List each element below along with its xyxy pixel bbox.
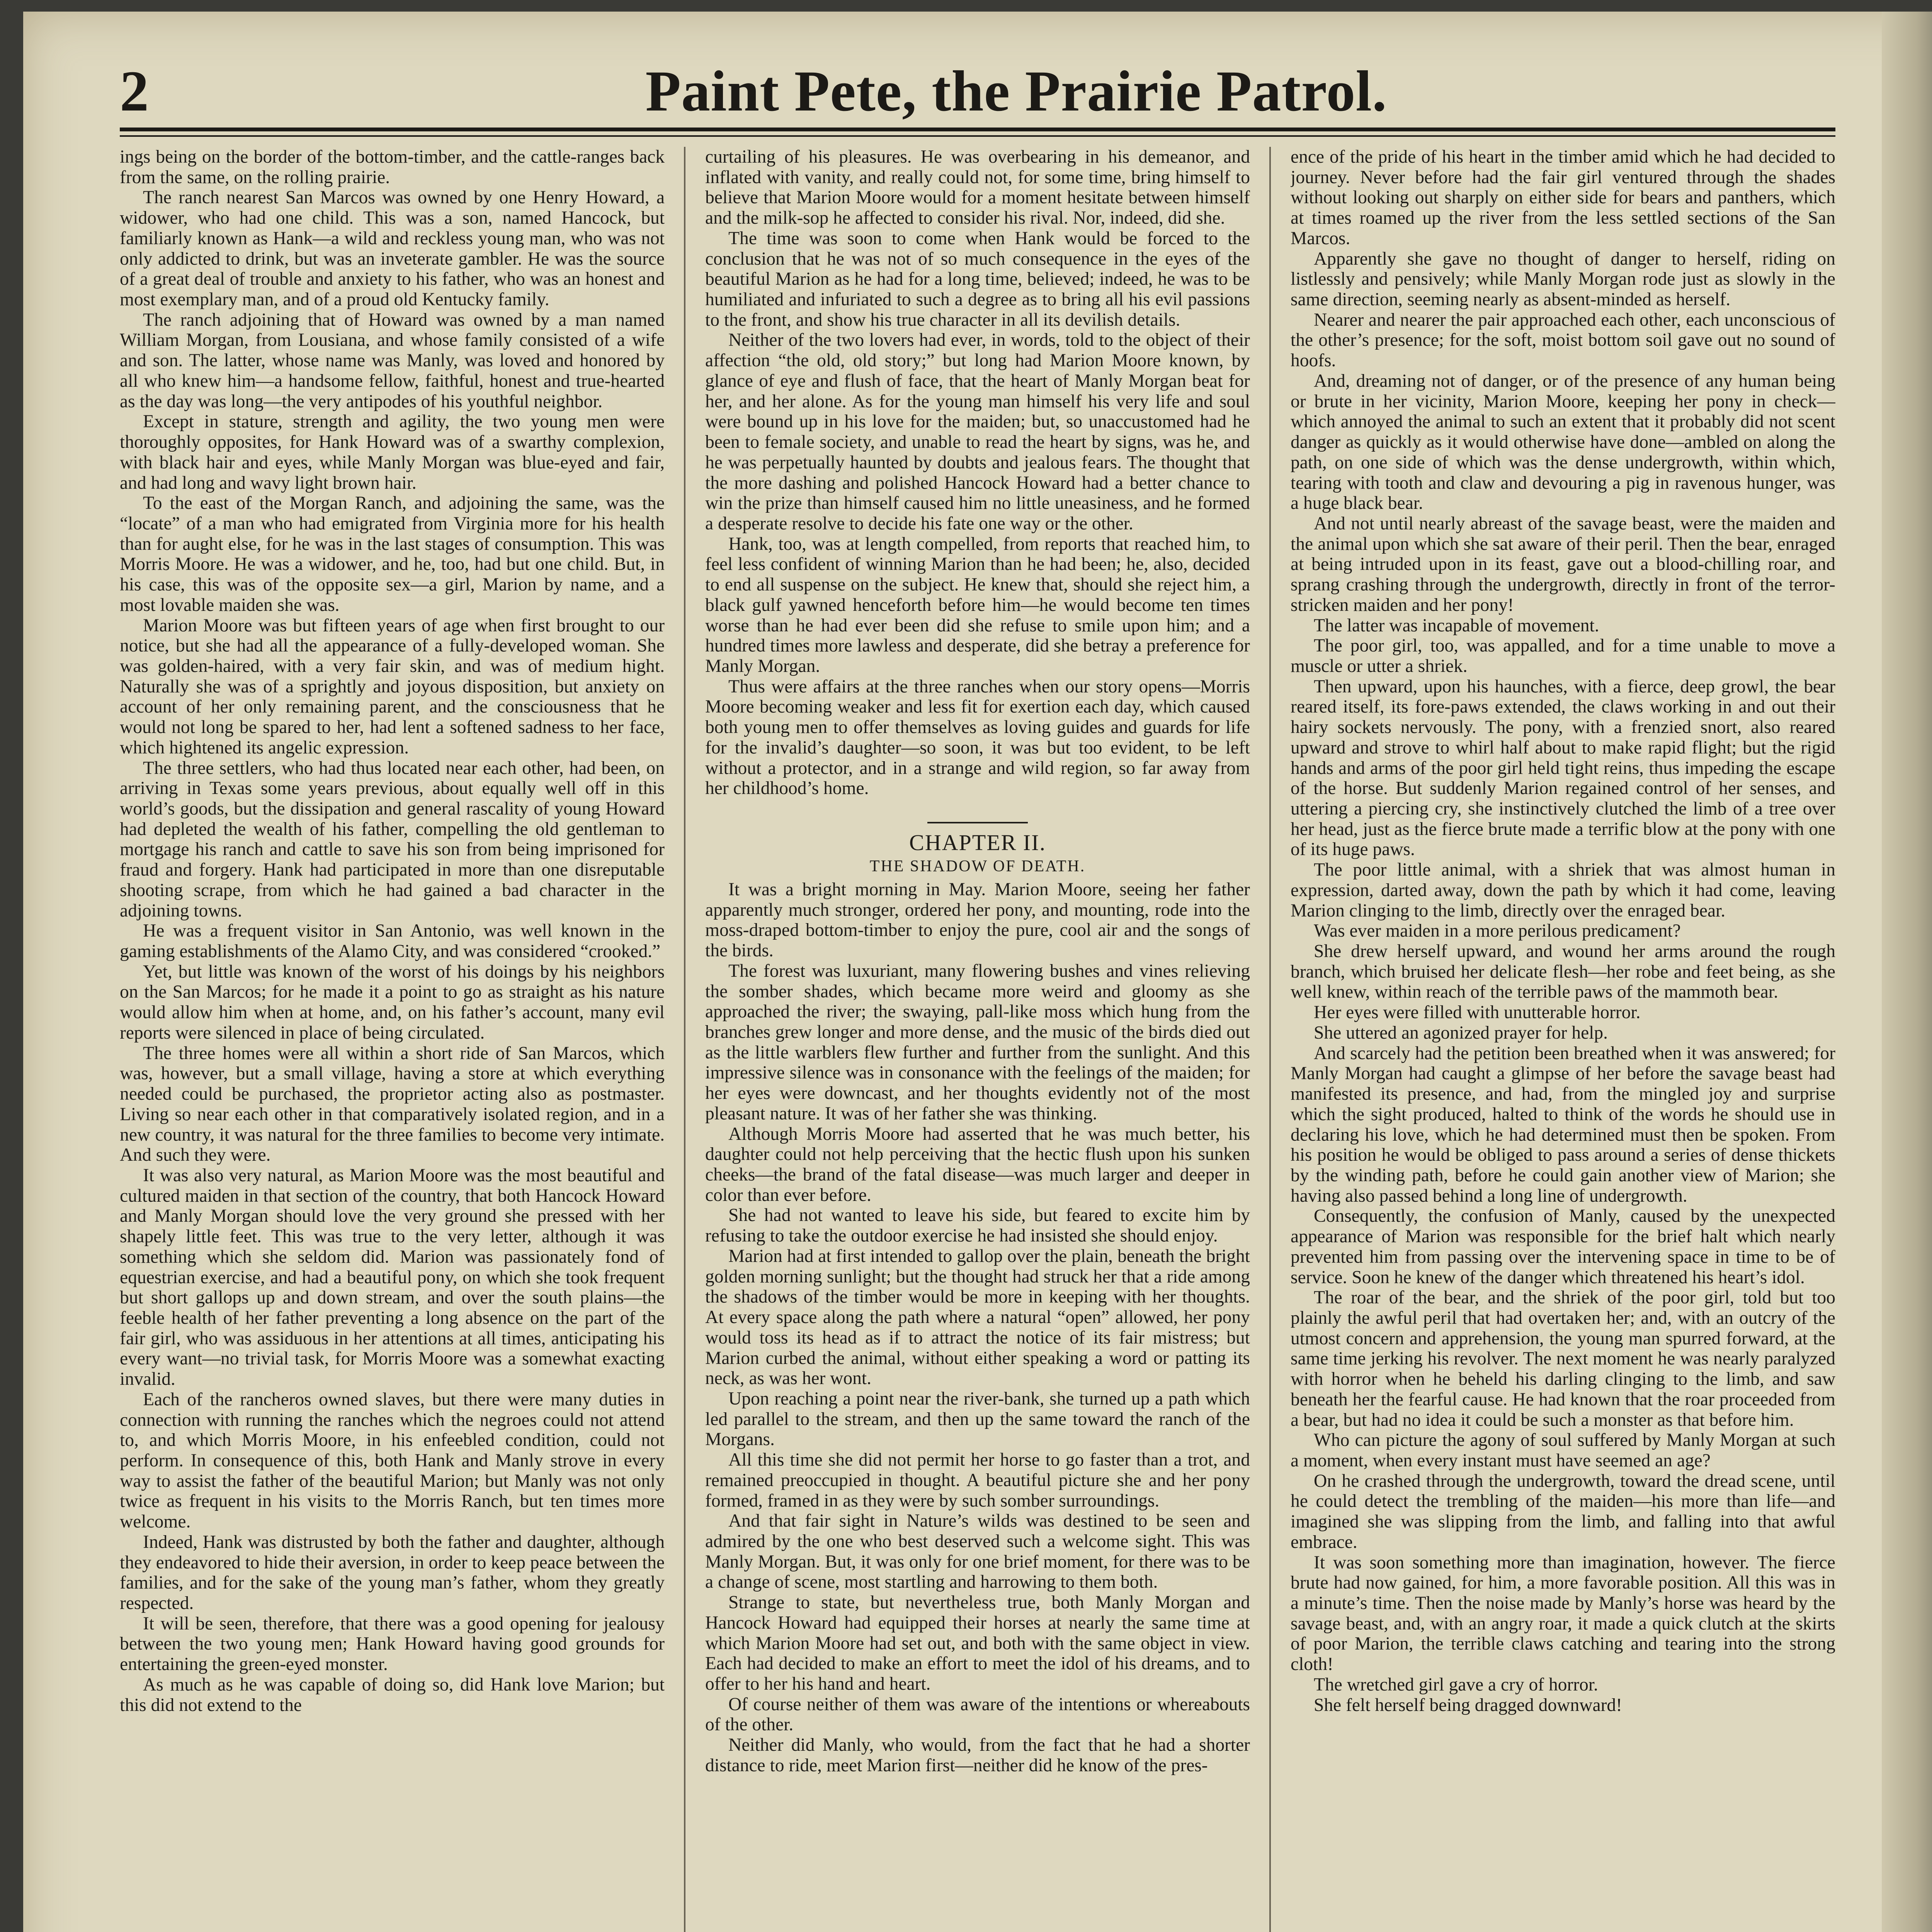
paragraph: It was soon something more than imagination, however. The fierce brute had now gained, for him, a more favorable position. All this was in a minute’s time. Then the noise made by Manly’s horse was heard by the savage beast, and, with an angry roar, it made a quick clutch at the skirts of poor Marion, the terrible claws catching and tearing into the strong cloth! <box>1291 1552 1835 1675</box>
paragraph: Neither of the two lovers had ever, in words, told to the object of their affection “the old, old story;” but long had Marion Moore known, by glance of eye and flush of face, that the heart of Manly Morgan beat for her, and her alone. As for the young man himself his very life and soul were bound up in his love for the maiden; but, so unaccustomed had he been to female society, and unable to read the heart by signs, was he, and he was perpetually haunted by doubts and jealous fears. The thought that the more dashing and polished Hancock Howard had a better chance to win the prize than himself caused him no little uneasiness, and he formed a desperate resolve to decide his fate one way or the other. <box>705 330 1250 534</box>
paragraph: She had not wanted to leave his side, but feared to excite him by refusing to take the outdoor exercise he had insisted she should enjoy. <box>705 1205 1250 1246</box>
page-edge <box>1882 12 1932 1932</box>
running-title: Paint Pete, the Prairie Patrol. <box>645 59 1387 123</box>
paragraph: The ranch nearest San Marcos was owned by one Henry Howard, a widower, who had one child. This was a son, named Hancock, but familiarly known as Hank—a wild and reckless young man, who was not only addicted to drink, but was an inveterate gambler. He was the source of a great deal of trouble and anxiety to his father, who was an honest and most exemplary man, and of a proud old Kentucky family. <box>120 187 665 310</box>
paragraph: And scarcely had the petition been breathed when it was answered; for Manly Morgan had caught a glimpse of her before the savage beast had manifested its presence, and had, from the mingled joy and surprise which the sight produced, halted to think of the words he should use in declaring his love, which he had determined must then be spoken. From his position he would be obliged to pass around a series of dense thickets by the winding path, before he could gain another view of Marion; she having also passed behind a long line of undergrowth. <box>1291 1043 1835 1206</box>
header-rule-thin <box>120 135 1835 137</box>
paragraph: All this time she did not permit her horse to go faster than a trot, and remained preoccupied in thought. A beautiful picture she and her pony formed, framed in as they were by such somber surroundings. <box>705 1450 1250 1511</box>
paragraph: And not until nearly abreast of the savage beast, were the maiden and the animal upon which she sat aware of their peril. Then the bear, enraged at being intruded upon in its feast, gave out a blood-chilling roar, and sprang crashing through the undergrowth, directly in front of the terror-stricken maiden and her pony! <box>1291 513 1835 615</box>
paragraph: It was also very natural, as Marion Moore was the most beautiful and cultured maiden in that section of the country, that both Hancock Howard and Manly Morgan should love the very ground she pressed with her shapely little feet. This was true to the very letter, although it was something which she seldom did. Marion was passionately fond of equestrian exercise, and had a beautiful pony, on which she took frequent but short gallops up and down stream, and over the south plains—the feeble health of her father preventing a long absence on the part of the fair girl, who was assiduous in her attentions at all times, anticipating his every want—no trivial task, for Morris Moore was a somewhat exacting invalid. <box>120 1165 665 1389</box>
paragraph: And, dreaming not of danger, or of the presence of any human being or brute in her vicinity, Marion Moore, keeping her pony in check—which annoyed the animal to such an extent that it probably did not scent danger as quickly as it would otherwise have done—ambled on along the path, on one side of which was the dense undergrowth, within which, tearing with tooth and claw and devouring a pig in ravenous hunger, was a huge black bear. <box>1291 371 1835 514</box>
paragraph: It will be seen, therefore, that there was a good opening for jealousy between the two young men; Hank Howard having good grounds for entertaining the green-eyed monster. <box>120 1613 665 1675</box>
column-separator <box>684 147 685 1932</box>
chapter-heading <box>705 822 1250 876</box>
paragraph: The poor girl, too, was appalled, and for a time unable to move a muscle or utter a shriek. <box>1291 636 1835 676</box>
paragraph: Hank, too, was at length compelled, from reports that reached him, to feel less confident of winning Marion than he had been; he, also, decided to end all suspense on the subject. He knew that, should she reject him, a black gulf yawned henceforth before him—he would become ten times worse than he had ever been did she refuse to smile upon him; and a hundred times more lawless and desperate, did she betray a preference for Manly Morgan. <box>705 534 1250 676</box>
paragraph: Nearer and nearer the pair approached each other, each unconscious of the other’s presence; for the soft, moist bottom soil gave out no sound of hoofs. <box>1291 310 1835 371</box>
paragraph: Marion had at first intended to gallop over the plain, beneath the bright golden morning sunlight; but the thought had struck her that a ride among the shadows of the timber would be more in keeping with her thoughts. At every space along the path where a natural “open” allowed, her pony would toss its head as if to attract the notice of its fair mistress; but Marion curbed the animal, without either speaking a word or patting its neck, as was her wont. <box>705 1246 1250 1389</box>
paragraph: And that fair sight in Nature’s wilds was destined to be seen and admired by the one who best deserved such a welcome sight. This was Manly Morgan. But, it was only for one brief moment, for there was to be a change of scene, most startling and harrowing to them both. <box>705 1511 1250 1592</box>
paragraph: To the east of the Morgan Ranch, and adjoining the same, was the “locate” of a man who had emigrated from Virginia more for his health than for aught else, for he was in the last stages of consumption. This was Morris Moore. He was a widower, and he, too, had but one child. But, in his case, this was of the opposite sex—a girl, Marion by name, and a most lovable maiden she was. <box>120 493 665 615</box>
chapter-number: CHAPTER II. <box>909 830 1046 855</box>
column-2 <box>705 147 1250 1932</box>
page-header <box>120 50 1835 128</box>
paragraph: curtailing of his pleasures. He was overbearing in his demeanor, and inflated with vanity, and really could not, for some time, bring himself to believe that Marion Moore would for a moment hesitate between himself and the milk-sop he affected to consider his rival. Nor, indeed, did she. <box>705 147 1250 228</box>
paragraph: It was a bright morning in May. Marion Moore, seeing her father apparently much stronger, ordered her pony, and mounting, rode into the moss-draped bottom-timber to enjoy the pure, cool air and the songs of the birds. <box>705 879 1250 961</box>
paragraph: Strange to state, but nevertheless true, both Manly Morgan and Hancock Howard had equipped their horses at nearly the same time at which Marion Moore had set out, and both with the same object in view. Each had decided to make an effort to meet the idol of his dreams, and to offer to her his hand and heart. <box>705 1592 1250 1694</box>
paragraph: Indeed, Hank was distrusted by both the father and daughter, although they endeavored to hide their aversion, in order to keep peace between the families, and for the sake of the young man’s father, whom they greatly respected. <box>120 1532 665 1614</box>
paragraph: Her eyes were filled with unutterable horror. <box>1314 1002 1641 1023</box>
page-number: 2 <box>120 59 149 123</box>
paragraph: The time was soon to come when Hank would be forced to the conclusion that he was not of so much consequence in the eyes of the beautiful Marion as he had for a long time, believed; indeed, he was to be humiliated and infuriated to such a degree as to bring all his evil passions to the front, and show his true character in all its devilish details. <box>705 228 1250 330</box>
paragraph: As much as he was capable of doing so, did Hank love Marion; but this did not extend to the <box>120 1674 665 1715</box>
paragraph: Upon reaching a point near the river-bank, she turned up a path which led parallel to the stream, and then up the same toward the ranch of the Morgans. <box>705 1388 1250 1450</box>
column-2-top <box>705 147 1250 799</box>
paragraph: The poor little animal, with a shriek that was almost human in expression, darted away, down the path by which it had come, leaving Marion clinging to the limb, directly over the enraged bear. <box>1291 860 1835 921</box>
text-columns <box>120 147 1835 1932</box>
paragraph: The three settlers, who had thus located near each other, had been, on arriving in Texas some years previous, about equally well off in this world’s goods, but the dissipation and general rascality of young Howard had depleted the wealth of his father, compelling the old gentleman to mortgage his ranch and cattle to save his son from being imprisoned for fraud and forgery. Hank had participated in more than one disreputable shooting scrape, from which he had gained a bad character in the adjoining towns. <box>120 758 665 921</box>
paragraph: The forest was luxuriant, many flowering bushes and vines relieving the somber shades, which became more weird and gloomy as she approached the river; the swaying, pall-like moss which hung from the branches grew longer and more dense, and the music of the birds died out as the little warblers flew further and further from the sunlight. And this impressive silence was in consonance with the feelings of the maiden; for her eyes were downcast, and her thoughts evidently not of the most pleasant nature. It was of her father she was thinking. <box>705 961 1250 1124</box>
paragraph: Of course neither of them was aware of the intentions or whereabouts of the other. <box>705 1694 1250 1735</box>
paragraph: Marion Moore was but fifteen years of age when first brought to our notice, but she had all the appearance of a fully-developed woman. She was golden-haired, with a very fair skin, and was of medium hight. Naturally she was of a sprightly and joyous disposition, but anxiety on account of her only remaining parent, and the consciousness that he would not long be spared to her, had lent a softened sadness to her face, which hightened its angelic expression. <box>120 615 665 758</box>
paragraph: Although Morris Moore had asserted that he was much better, his daughter could not help perceiving that the hectic flush upon his sunken cheeks—the brand of the fatal disease—was much larger and deeper in color than ever before. <box>705 1124 1250 1205</box>
paragraph: The roar of the bear, and the shriek of the poor girl, told but too plainly the awful peril that had overtaken her; and, with an outcry of the utmost concern and apprehension, the young man spurred forward, at the same time jerking his revolver. The next moment he was nearly paralyzed with horror when he beheld his darling clinging to the limb, and saw beneath her the fearful cause. He had known that the roar proceeded from a bear, but had no idea it could be such a monster as that before him. <box>1291 1287 1835 1430</box>
paragraph: Then upward, upon his haunches, with a fierce, deep growl, the bear reared itself, its fore-paws extended, the claws working in and out their hairy sockets nervously. The pony, with a frenzied snort, also reared upward and strove to whirl half about to make rapid flight; but the rigid hands and arms of the poor girl held tight reins, thus impeding the escape of the horse. But suddenly Marion regained control of her senses, and uttering a piercing cry, she instinctively clutched the limb of a tree over her head, just as the fierce brute made a terrific blow at the pony with one of its huge paws. <box>1291 676 1835 860</box>
paragraph: She drew herself upward, and wound her arms around the rough branch, which bruised her delicate flesh—her robe and feet being, as she well knew, within reach of the terrible paws of the mammoth bear. <box>1291 941 1835 1002</box>
header-rule <box>120 128 1835 131</box>
column-3 <box>1291 147 1835 1932</box>
paragraph: Who can picture the agony of soul suffered by Manly Morgan at such a moment, when every instant must have seemed an age? <box>1291 1430 1835 1471</box>
paragraph: The wretched girl gave a cry of horror. <box>1314 1674 1598 1695</box>
paragraph: On he crashed through the undergrowth, toward the dread scene, until he could detect the trembling of the maiden—his more than life—and imagined she was slipping from the limb, and falling into that awful embrace. <box>1291 1471 1835 1552</box>
column-1 <box>120 147 665 1932</box>
paragraph: ence of the pride of his heart in the timber amid which he had decided to journey. Never before had the fair girl ventured through the shades without looking out sharply on either side for bears and panthers, which at times roamed up the river from the less settled sections of the San Marcos. <box>1291 147 1835 248</box>
chapter-title: THE SHADOW OF DEATH. <box>869 857 1086 876</box>
paragraph: She felt herself being dragged downward! <box>1314 1695 1622 1715</box>
paragraph: Each of the rancheros owned slaves, but there were many duties in connection with running the ranches which the negroes could not attend to, and which Morris Moore, in his enfeebled condition, could not perform. In consequence of this, both Hank and Manly strove in every way to assist the father of the beautiful Marion; but Manly was not only twice as frequent in his visits to the Morris Ranch, but ten times more welcome. <box>120 1389 665 1532</box>
column-2-bottom <box>705 879 1250 1776</box>
chapter-rule <box>927 822 1028 823</box>
paragraph: The latter was incapable of movement. <box>1314 615 1599 636</box>
paragraph: Except in stature, strength and agility, the two young men were thoroughly opposites, for Hank Howard was of a swarthy complexion, with black hair and eyes, while Manly Morgan was blue-eyed and fair, and had long and wavy light brown hair. <box>120 412 665 493</box>
column-separator <box>1269 147 1271 1932</box>
paragraph: She uttered an agonized prayer for help. <box>1314 1022 1608 1043</box>
paragraph: Consequently, the confusion of Manly, caused by the unexpected appearance of Marion was responsible for the brief halt which nearly prevented him from passing over the intervening space in time to be of service. Soon he knew of the danger which threatened his heart’s idol. <box>1291 1206 1835 1287</box>
paragraph: Neither did Manly, who would, from the fact that he had a shorter distance to ride, meet Marion first—neither did he know of the pres- <box>705 1735 1250 1776</box>
newspaper-page <box>23 12 1932 1932</box>
paragraph: Yet, but little was known of the worst of his doings by his neighbors on the San Marcos; for he made it a point to go as straight as his nature would allow him when at home, and, on his father’s account, many evil reports were silenced in place of being circulated. <box>120 961 665 1043</box>
paragraph: The ranch adjoining that of Howard was owned by a man named William Morgan, from Lousiana, and whose family consisted of a wife and son. The latter, whose name was Manly, was loved and honored by all who knew him—a handsome fellow, faithful, honest and true-hearted as the day was long—the very antipodes of his youthful neighbor. <box>120 310 665 412</box>
paragraph: Thus were affairs at the three ranches when our story opens—Morris Moore becoming weaker and less fit for exertion each day, which caused both young men to offer themselves as loving guides and guards for life for the invalid’s daughter—so soon, it was but too evident, to be left without a protector, and in a strange and wild region, so far away from her childhood’s home. <box>705 676 1250 799</box>
paragraph: Was ever maiden in a more perilous predicament? <box>1314 921 1681 941</box>
paragraph: The three homes were all within a short ride of San Marcos, which was, however, but a small village, having a store at which everything needed could be purchased, the proprietor acting also as postmaster. Living so near each other in that comparatively isolated region, and in a new country, it was natural for the three families to become very intimate. And such they were. <box>120 1043 665 1165</box>
paragraph: ings being on the border of the bottom-timber, and the cattle-ranges back from the same, on the rolling prairie. <box>120 147 665 187</box>
paragraph: Apparently she gave no thought of danger to herself, riding on listlessly and pensively; while Manly Morgan rode just as slowly in the same direction, seeming nearly as absent-minded as herself. <box>1291 248 1835 310</box>
paragraph: He was a frequent visitor in San Antonio, was well known in the gaming establishments of the Alamo City, and was considered “crooked.” <box>120 921 665 962</box>
